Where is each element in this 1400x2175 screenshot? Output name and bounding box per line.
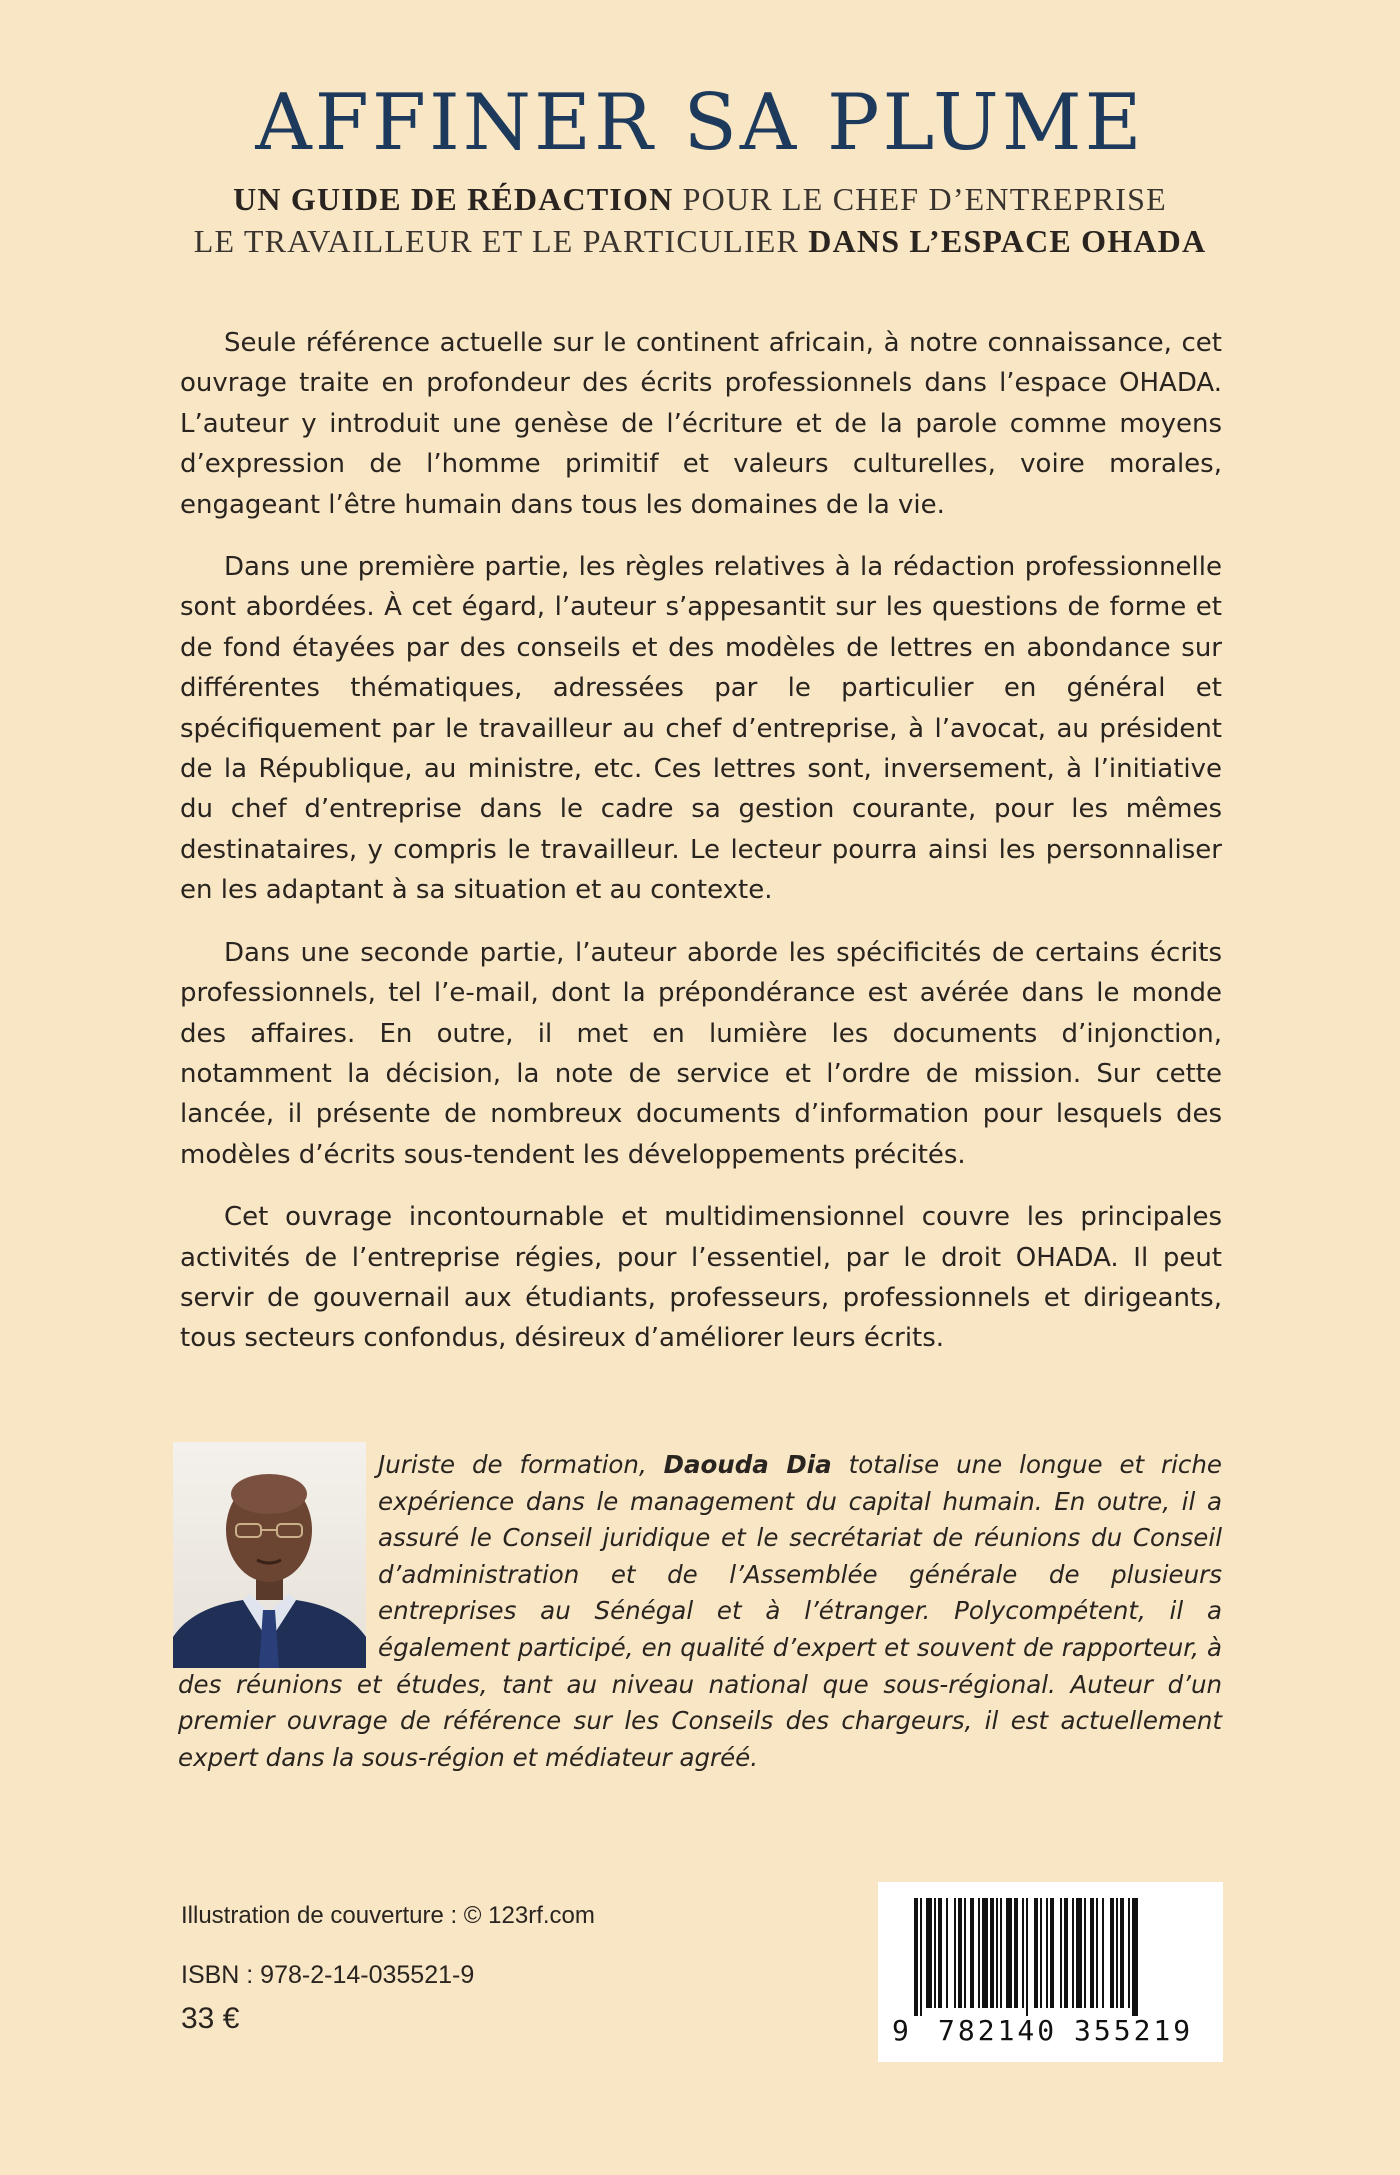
barcode-bar	[1102, 1898, 1104, 2008]
barcode-bar	[1072, 1898, 1074, 2008]
barcode-bar	[1076, 1898, 1082, 2008]
summary-paragraph-2: Dans une première partie, les règles relatives à la rédaction professionnelle sont abordées. À cet égard, l’auteur s’appesantit sur les questions de forme et de fond étayées par des conseils et des modèles de lettres en abondance sur différentes thématiques, adressées par le particulier en général et spécifiquement par le travailleur au chef d’entreprise, à l’avocat, au président de la République, au ministre, etc. Ces lettres sont, inversement, à l’initiative du chef d’entreprise dans le cadre sa gestion courante, pour les mêmes destinataires, y compris le travailleur. Le lecteur pourra ainsi les personnaliser en les adaptant à sa situation et au contexte.	[180, 552, 1222, 906]
author-bio-text: totalise une longue et riche expérience dans le management du capital humain. En outre, il a assuré le Conseil juridique et le secrétariat de réunions du Conseil d’administration et de l’Assemblée générale de plusieurs entreprises au Sénégal et à l’étranger. Polycompétent, il a également participé, en qualité d’expert et souvent de rapporteur, à des réunions et études, tant au niveau national que sous-régional. Auteur d’un premier ouvrage de référence sur les Conseils des chargeurs, il est actuellement expert dans la sous-région et médiateur agréé.	[178, 1450, 1222, 1772]
barcode-bar	[1064, 1898, 1068, 2008]
barcode-bar	[1022, 1898, 1024, 2008]
barcode-bar	[996, 1898, 998, 2008]
barcode-bars	[914, 1898, 1138, 2016]
barcode-bar	[1132, 1898, 1138, 2016]
barcode-bar	[946, 1898, 948, 2008]
barcode-bar	[1096, 1898, 1098, 2008]
summary-paragraph-3: Dans une seconde partie, l’auteur aborde les spécificités de certains écrits professionnels, tel l’e-mail, dont la prépondérance est avérée dans le monde des affaires. En outre, il met en lumière les documents d’injonction, notamment la décision, la note de service et l’ordre de mission. Sur cette lancée, il présente de nombreux documents d’information pour lesquels des modèles d’écrits sous-tendent les développements précités.	[180, 937, 1222, 1170]
summary-text	[180, 323, 1222, 1381]
barcode-digits-right: 355219	[1074, 2014, 1194, 2047]
author-bio-prefix: Juriste de formation,	[378, 1450, 647, 1479]
barcode-bar	[954, 1898, 956, 2008]
subtitle-regular-2: LE TRAVAILLEUR ET LE PARTICULIER	[193, 223, 800, 259]
barcode-bar	[1060, 1898, 1062, 2008]
barcode-bar	[920, 1898, 922, 2016]
subtitle-regular-1: POUR LE CHEF D’ENTREPRISE	[682, 181, 1167, 217]
barcode-digits-left: 782140	[938, 2014, 1058, 2047]
subtitle-bold-1: UN GUIDE DE RÉDACTION	[233, 181, 674, 217]
price: 33 €	[181, 2002, 240, 2035]
barcode-bar	[970, 1898, 974, 2008]
barcode-bar	[1110, 1898, 1114, 2008]
barcode-bar	[1006, 1898, 1012, 2008]
barcode-bar	[1120, 1898, 1124, 2008]
subtitle-line-2	[0, 223, 1400, 260]
illustration-credit: Illustration de couverture : © 123rf.com	[181, 1902, 595, 1929]
barcode-bar	[1014, 1898, 1018, 2008]
barcode-bar	[982, 1898, 988, 2008]
author-bio	[178, 1447, 1222, 1776]
barcode-bar	[1046, 1898, 1048, 2008]
barcode	[878, 1882, 1223, 2062]
barcode-bar	[1116, 1898, 1118, 2008]
subtitle-line-1	[0, 181, 1400, 218]
barcode-graphic	[878, 1882, 1223, 2062]
barcode-bar	[978, 1898, 980, 2008]
barcode-bar	[926, 1898, 932, 2008]
author-name: Daouda Dia	[663, 1450, 832, 1479]
barcode-bar	[1128, 1898, 1130, 2008]
book-title: AFFINER SA PLUME	[255, 78, 1145, 168]
barcode-bar	[914, 1898, 918, 2016]
summary-paragraph-1: Seule référence actuelle sur le continent africain, à notre connaissance, cet ouvrage traite en profondeur des écrits professionnels dans l’espace OHADA. L’auteur y introduit une genèse de l’écriture et de la parole comme moyens d’expression de l’homme primitif et valeurs culturelles, voire morales, engageant l’être humain dans tous les domaines de la vie.	[180, 328, 1222, 520]
barcode-bar	[958, 1898, 962, 2008]
barcode-bar	[938, 1898, 942, 2008]
barcode-bar	[1034, 1898, 1038, 2008]
barcode-bar	[934, 1898, 936, 2008]
barcode-bar	[1026, 1898, 1028, 2016]
barcode-bar	[990, 1898, 994, 2008]
barcode-bar	[1090, 1898, 1094, 2008]
barcode-bar	[1050, 1898, 1054, 2008]
barcode-bar	[964, 1898, 966, 2008]
barcode-digit-first: 9	[892, 2014, 909, 2047]
barcode-bar	[1000, 1898, 1002, 2008]
isbn: ISBN : 978-2-14-035521-9	[181, 1961, 475, 1989]
barcode-bar	[1040, 1898, 1042, 2008]
summary-paragraph-4: Cet ouvrage incontournable et multidimensionnel couvre les principales activités de l’entreprise régies, pour l’essentiel, par le droit OHADA. Il peut servir de gouvernail aux étudiants, professeurs, professionnels et dirigeants, tous secteurs confondus, désireux d’améliorer leurs écrits.	[180, 1202, 1222, 1354]
barcode-bar	[1084, 1898, 1086, 2008]
subtitle-bold-2: DANS L’ESPACE OHADA	[808, 223, 1207, 259]
